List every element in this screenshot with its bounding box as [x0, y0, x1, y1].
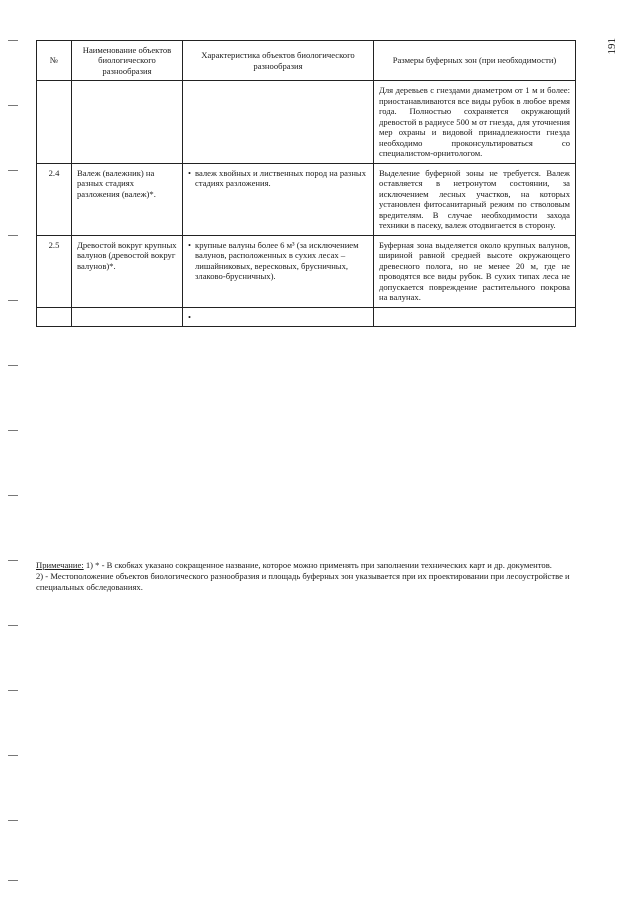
- margin-tick: [8, 880, 18, 881]
- margin-tick: [8, 105, 18, 106]
- margin-tick: [8, 170, 18, 171]
- margin-tick: [8, 495, 18, 496]
- table-header-row: [37, 41, 576, 81]
- characteristic-item: [188, 240, 368, 282]
- header-characteristics: Характеристика объектов биологического разнообразия: [183, 41, 374, 81]
- biodiversity-table: [36, 40, 576, 327]
- table-body: [37, 81, 576, 327]
- characteristic-text: валеж хвойных и лиственных пород на разных стадиях разложения.: [195, 167, 366, 189]
- bullet-icon: •: [188, 167, 192, 178]
- margin-tick: [8, 625, 18, 626]
- margin-tick: [8, 560, 18, 561]
- page-number: 191: [606, 38, 618, 55]
- cell-characteristics: [183, 235, 374, 307]
- cell-name: Древостой вокруг крупных валунов (древостой вокруг валунов)*.: [72, 235, 183, 307]
- cell-name: [72, 81, 183, 163]
- footnote-label: Примечание:: [36, 560, 84, 570]
- bullet-icon: •: [188, 311, 192, 322]
- table-row: [37, 307, 576, 326]
- footnote-line-1: [36, 560, 576, 571]
- header-buffer: Размеры буферных зон (при необходимости): [374, 41, 576, 81]
- cell-name: [72, 307, 183, 326]
- footnote-text-1: 1) * - В скобках указано сокращенное название, которое можно применять при заполнении технических карт и др. документов.: [83, 560, 552, 570]
- cell-characteristics: [183, 307, 374, 326]
- cell-name: Валеж (валежник) на разных стадиях разложения (валеж)*.: [72, 163, 183, 235]
- cell-buffer: Буферная зона выделяется около крупных валунов, шириной равной средней высоте окружающего древесного полога, но не менее 20 м, где не проводятся все виды рубок. В сухих типах леса не допускается повреждение растительного покрова на валунах.: [374, 235, 576, 307]
- margin-tick: [8, 300, 18, 301]
- cell-num: 2.4: [37, 163, 72, 235]
- table-row: [37, 235, 576, 307]
- cell-num: [37, 81, 72, 163]
- margin-tick: [8, 235, 18, 236]
- footnote-line-2: 2) - Местоположение объектов биологического разнообразия и площадь буферных зон указывается при их проектировании при лесоустройстве и специальных обследованиях.: [36, 571, 570, 593]
- characteristic-item: [188, 312, 368, 322]
- header-num: №: [37, 41, 72, 81]
- table-row: [37, 163, 576, 235]
- cell-characteristics: [183, 81, 374, 163]
- header-name: Наименование объектов биологического разнообразия: [72, 41, 183, 81]
- margin-tick: [8, 820, 18, 821]
- cell-buffer: [374, 307, 576, 326]
- footnote: [36, 560, 576, 594]
- bullet-icon: •: [188, 239, 192, 250]
- cell-characteristics: [183, 163, 374, 235]
- margin-tick: [8, 690, 18, 691]
- characteristic-text: крупные валуны более 6 м³ (за исключением валунов, расположенных в сухих лесах – лишайниковых, вересковых, брусничных, злаково-брусничных).: [195, 239, 359, 282]
- cell-num: 2.5: [37, 235, 72, 307]
- margin-tick: [8, 40, 18, 41]
- cell-num: [37, 307, 72, 326]
- table-row: [37, 81, 576, 163]
- margin-tick: [8, 755, 18, 756]
- margin-tick: [8, 365, 18, 366]
- cell-buffer: Выделение буферной зоны не требуется. Валеж оставляется в нетронутом состоянии, за исключением лесных участков, на которых установлен фитосанитарный режим по стволовым вредителям. В случае необходимости захода техники в пасеку, валеж отодвигается в сторону.: [374, 163, 576, 235]
- margin-tick: [8, 430, 18, 431]
- characteristic-item: [188, 168, 368, 189]
- cell-buffer: Для деревьев с гнездами диаметром от 1 м и более: приостанавливаются все виды рубок в любое время года. Полностью сохраняется окружающий древостой в радиусе 500 м от гнезда, для уточнения мер охраны и видовой принадлежности гнезда необходимо проконсультироваться со специалистом-орнитологом.: [374, 81, 576, 163]
